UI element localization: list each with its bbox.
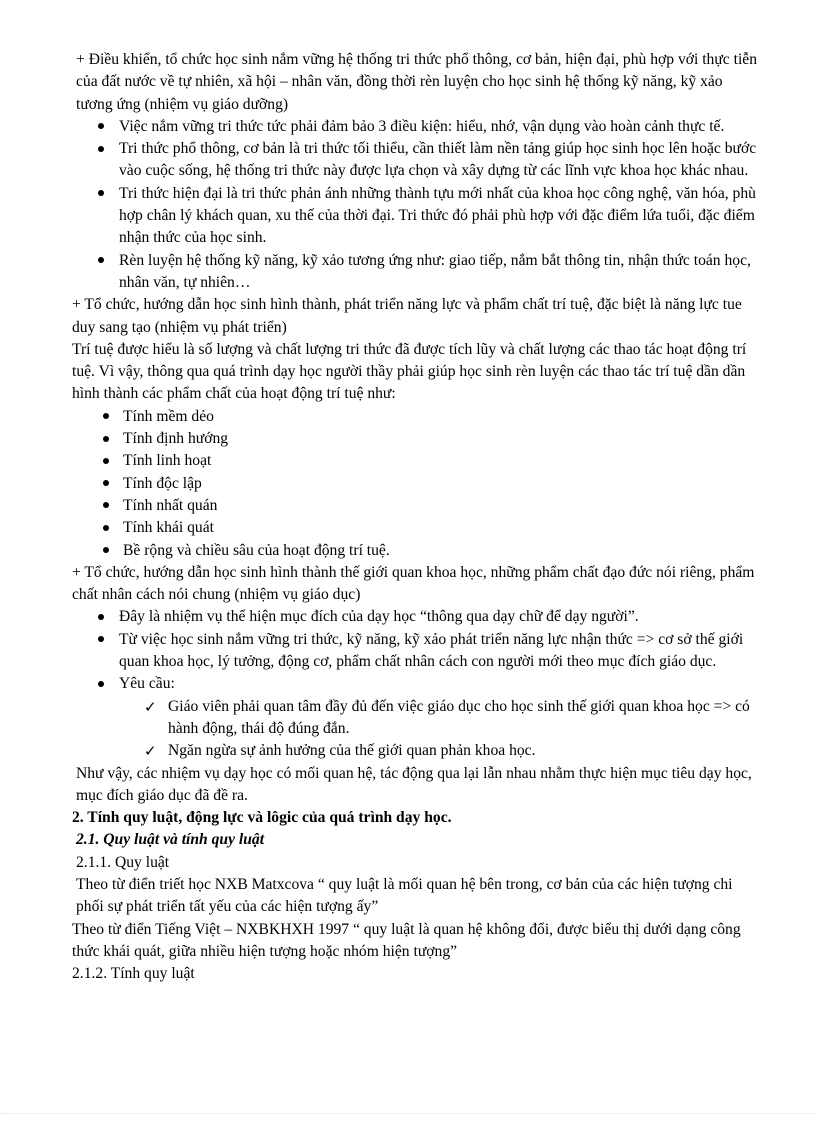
list-item: Từ việc học sinh nắm vững tri thức, kỹ năng, kỹ xảo phát triển năng lực nhận thức => cơ sở thế giới quan khoa học, lý tưởng, động cơ, phẩm chất nhân cách con người mới theo mục đích giáo dục.: [72, 629, 762, 674]
paragraph-summary: Như vậy, các nhiệm vụ dạy học có mối quan hệ, tác động qua lại lẫn nhau nhằm thực hiện mục tiêu dạy học, mục đích giáo dục đã đề ra.: [76, 764, 752, 804]
list-item: Tính nhất quán: [72, 495, 762, 517]
list-item: Việc nắm vững tri thức tức phải đảm bảo 3 điều kiện: hiểu, nhớ, vận dụng vào hoàn cảnh thực tế.: [72, 116, 762, 138]
paragraph-task-education: + Điều khiển, tổ chức học sinh nắm vững hệ thống tri thức phổ thông, cơ bản, hiện đại, phù hợp với thực tiễn của đất nước về tự nhiên, xã hội – nhân văn, đồng thời rèn luyện cho học sinh hệ thống kỹ năng, kỹ xảo tương ứng (nhiệm vụ giáo dưỡng): [76, 51, 758, 113]
paragraph-definition-dictionary: Theo từ điển Tiếng Việt – NXBKHXH 1997 “ quy luật là quan hệ không đổi, được biểu thị dưới dạng công thức khái quát, giữa nhiều hiện tượng hoặc nhóm hiện tượng”: [72, 920, 741, 960]
heading-section-2-1-2: 2.1.2. Tính quy luật: [72, 965, 195, 983]
list-item: Bề rộng và chiều sâu của hoạt động trí tuệ.: [72, 540, 762, 562]
paragraph-task-development: + Tổ chức, hướng dẫn học sinh hình thành, phát triển năng lực và phẩm chất trí tuệ, đặc biệt là năng lực tue duy sang tạo (nhiệm vụ phát triển): [72, 296, 742, 336]
list-item: Tính mềm dẻo: [72, 406, 762, 428]
list-item: Tính định hướng: [72, 428, 762, 450]
bullet-list-qualities: [72, 406, 762, 562]
paragraph-task-upbringing: + Tổ chức, hướng dẫn học sinh hình thành thế giới quan khoa học, những phẩm chất đạo đức nói riêng, phẩm chất nhân cách nói chung (nhiệm vụ giáo dục): [72, 563, 755, 604]
list-item: Rèn luyện hệ thống kỹ năng, kỹ xảo tương ứng như: giao tiếp, nắm bắt thông tin, nhận thức toán học, nhân văn, tự nhiên…: [72, 250, 762, 295]
list-item: Tính linh hoạt: [72, 450, 762, 472]
bullet-list-upbringing: [72, 606, 762, 695]
bullet-list-knowledge: [72, 116, 762, 294]
list-item: Tri thức hiện đại là tri thức phản ánh những thành tựu mới nhất của khoa học công nghệ, văn hóa, phù hợp chân lý khách quan, xu thế của thời đại. Tri thức đó phải phù hợp với đặc điểm lứa tuổi, đặc điểm nhận thức của học sinh.: [72, 183, 762, 250]
document-page: [72, 49, 762, 985]
checkmark-list-requirements: [72, 696, 762, 763]
list-item: ✓ Ngăn ngừa sự ảnh hưởng của thế giới quan phản khoa học.: [72, 740, 762, 762]
paragraph-intellect: Trí tuệ được hiểu là số lượng và chất lượng tri thức đã được tích lũy và chất lượng các thao tác hoạt động trí tuệ. Vì vậy, thông qua quá trình dạy học người thầy phải giúp học sinh rèn luyện các thao tác trí tuệ dần dần hình thành các phẩm chất của hoạt động trí tuệ như:: [72, 340, 747, 403]
list-item: Tri thức phổ thông, cơ bản là tri thức tối thiểu, cần thiết làm nền tảng giúp học sinh học lên hoặc bước vào cuộc sống, hệ thống tri thức này được lựa chọn và xây dựng từ các lĩnh vực khoa học khác nhau.: [72, 138, 762, 183]
list-item: Tính độc lập: [72, 473, 762, 495]
heading-section-2-1: 2.1. Quy luật và tính quy luật: [76, 831, 265, 849]
list-item: Yêu cầu:: [72, 673, 762, 695]
list-item: ✓ Giáo viên phải quan tâm đầy đủ đến việc giáo dục cho học sinh thế giới quan khoa học => có hành động, thái độ đúng đắn.: [72, 696, 762, 741]
paragraph-definition-philosophy: Theo từ điển triết học NXB Matxcova “ quy luật là mối quan hệ bên trong, cơ bản của các hiện tượng chi phối sự phát triển tất yếu của các hiện tượng ấy”: [76, 875, 733, 916]
list-item: Tính khái quát: [72, 517, 762, 539]
list-item: Đây là nhiệm vụ thể hiện mục đích của dạy học “thông qua dạy chữ để dạy người”.: [72, 606, 762, 628]
page-bottom-border: [0, 1113, 816, 1114]
heading-section-2-1-1: 2.1.1. Quy luật: [76, 853, 170, 871]
heading-section-2: 2. Tính quy luật, động lực và lôgic của quá trình dạy học.: [72, 809, 452, 827]
